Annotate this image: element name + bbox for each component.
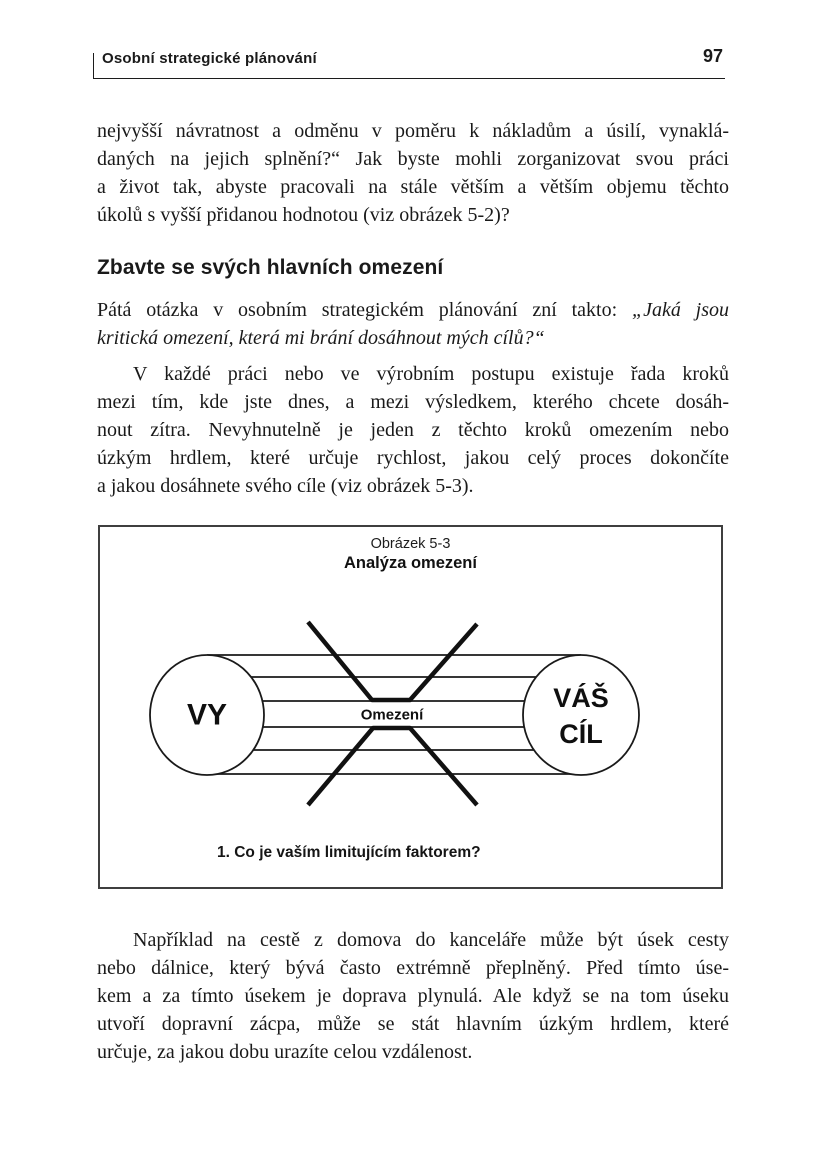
text-line: nout zítra. Nevyhnutelně je jeden z těchto kroků omezením nebo [97,419,729,441]
text-line: utvoří dopravní zácpa, může se stát hlavním úzkým hrdlem, které [97,1013,729,1035]
paragraph-1 [97,117,729,229]
constraint-label: Omezení [360,706,424,724]
figure-caption: 1. Co je vaším limitujícím faktorem? [217,844,481,861]
you-label: VY [186,698,228,732]
text-line: mezi tím, kde jste dnes, a mezi výsledkem, kterého chcete dosáh- [97,391,729,413]
text-line [97,296,729,324]
text-line: a život tak, abyste pracovali na stále větším a větším objemu těchto [97,176,729,198]
paragraph-2 [97,296,729,352]
text-line: kem a za tímto úsekem je doprava plynulá. Ale když se na tom úseku [97,985,729,1007]
paragraph-4 [97,926,729,1066]
italic-quote-segment: „Jaká jsou [631,299,730,321]
section-heading: Zbavte se svých hlavních omezení [97,256,444,279]
text-line: úzkým hrdlem, které určuje rychlost, jakou celý proces dokončíte [97,447,729,469]
goal-label-line1: VÁŠ [553,683,609,713]
running-header-title: Osobní strategické plánování [102,50,317,67]
page-number: 97 [702,46,723,66]
text-line: nebo dálnice, který bývá často extrémně přeplněný. Před tímto úse- [97,957,729,979]
bottleneck-bottom-line [308,728,477,805]
text-line: V každé práci nebo ve výrobním postupu existuje řada kroků [133,363,729,385]
goal-circle [523,655,639,775]
text-line: určuje, za jakou dobu urazíte celou vzdálenost. [97,1041,473,1063]
bottleneck-top-line [308,622,477,700]
figure-title: Analýza omezení [344,554,477,572]
paragraph-3 [97,360,729,500]
text-line: daných na jejich splnění?“ Jak byste mohli zorganizovat svou práci [97,148,729,170]
figure-box [98,525,723,889]
text-segment: Pátá otázka v osobním strategickém plánování zní takto: [97,299,632,321]
text-line: a jakou dosáhnete svého cíle (viz obrázek 5-3). [97,475,474,497]
text-line: úkolů s vyšší přidanou hodnotou (viz obrázek 5-2)? [97,204,510,226]
italic-quote-line: kritická omezení, která mi brání dosáhnout mých cílů?“ [97,327,545,349]
text-line: nejvyšší návratnost a odměnu v poměru k nákladům a úsilí, vynaklá- [97,120,729,142]
goal-label-line2: CÍL [559,719,603,749]
figure-label: Obrázek 5-3 [370,536,451,552]
constraint-diagram [100,527,721,887]
text-line: Například na cestě z domova do kanceláře může být úsek cesty [133,929,729,951]
